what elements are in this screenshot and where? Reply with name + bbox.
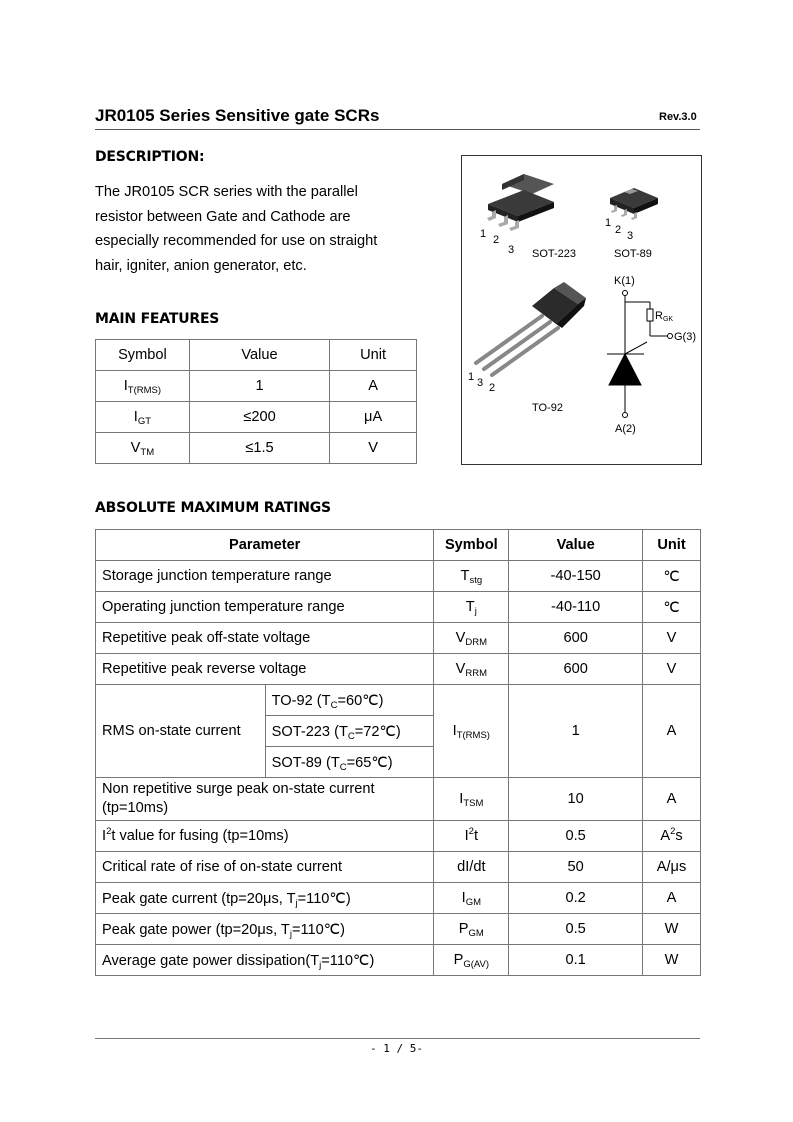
table-row	[96, 371, 417, 402]
value-cell: 1	[189, 371, 329, 402]
table-row	[96, 654, 701, 685]
symbol-cell: $I_{GT}$	[96, 402, 190, 433]
package-diagram	[461, 155, 702, 465]
symbol-cell: $T_{stg}$	[434, 561, 509, 592]
unit-cell: W	[643, 914, 701, 945]
value-cell: 1	[509, 685, 643, 778]
unit-cell: μA	[330, 402, 417, 433]
table-row	[96, 592, 701, 623]
header-divider	[95, 129, 700, 130]
sot89-package-image	[610, 188, 658, 220]
parameter-cell: Peak gate power (tp=20μs, $T_j=110℃$)	[96, 914, 434, 945]
sot223-label: SOT-223	[532, 248, 577, 260]
sot223-pin-label: 2	[493, 234, 500, 246]
description-line: The JR0105 SCR series with the parallel	[95, 184, 358, 200]
cathode-label: K(1)	[614, 275, 635, 287]
to92-label: TO-92	[532, 402, 563, 414]
value-cell: 10	[509, 778, 643, 821]
parameter-cell: $I^2t$ value for fusing (tp=10ms)	[96, 821, 434, 852]
package-condition-cell: TO-92 $(T_C=60℃)$	[265, 685, 434, 716]
table-row	[96, 852, 701, 883]
table-row	[96, 433, 417, 464]
unit-cell: ℃	[643, 592, 701, 623]
value-cell: 0.5	[509, 914, 643, 945]
sot223-pin-label: 3	[508, 244, 515, 256]
symbol-cell: $P_{G(AV)}$	[434, 945, 509, 976]
description-line: hair, igniter, anion generator, etc.	[95, 257, 307, 274]
footer-divider	[95, 1038, 700, 1039]
description-text	[95, 180, 435, 278]
table-header-row	[96, 530, 701, 561]
sot89-pin-label: 3	[627, 230, 634, 242]
column-header: Value	[509, 530, 643, 561]
page-number: - 1 / 5-	[370, 1042, 423, 1055]
value-cell: 0.5	[509, 821, 643, 852]
unit-cell: A	[643, 778, 701, 821]
to92-pin-label: 2	[489, 382, 496, 394]
description-line: resistor between Gate and Cathode are	[95, 208, 351, 225]
to92-pin-label: 3	[477, 377, 484, 389]
value-cell: ≤1.5	[189, 433, 329, 464]
parameter-cell: Peak gate current (tp=20μs, $T_j=110℃$)	[96, 883, 434, 914]
to92-package-image	[476, 282, 586, 375]
parameter-cell: Repetitive peak reverse voltage	[96, 654, 434, 685]
gate-label: G(3)	[674, 331, 696, 343]
parameter-cell: Average gate power $dissipation(T_j=110℃)$	[96, 945, 434, 976]
symbol-cell: $V_{TM}$	[96, 433, 190, 464]
table-header-row	[96, 340, 417, 371]
sot89-pin-label: 2	[615, 224, 622, 236]
symbol-cell: $V_{RRM}$	[434, 654, 509, 685]
unit-cell: W	[643, 945, 701, 976]
value-cell: 600	[509, 623, 643, 654]
main-features-table	[95, 339, 417, 464]
table-row	[96, 402, 417, 433]
symbol-cell: dI/dt	[434, 852, 509, 883]
sot89-label: SOT-89	[614, 248, 652, 260]
anode-label: A(2)	[615, 423, 636, 435]
value-cell: ≤200	[189, 402, 329, 433]
package-condition-cell: SOT-223 $(T_C=72℃)$	[265, 716, 434, 747]
parameter-cell: Critical rate of rise of on-state current	[96, 852, 434, 883]
resistor-label: RGK	[655, 310, 674, 323]
column-header: Unit	[643, 530, 701, 561]
unit-cell: V	[643, 654, 701, 685]
value-cell: 0.2	[509, 883, 643, 914]
symbol-cell: $I_{T(RMS)}$	[434, 685, 509, 778]
document-title: JR0105 Series Sensitive gate SCRs	[95, 106, 380, 125]
column-header: Symbol	[434, 530, 509, 561]
table-row	[96, 821, 701, 852]
symbol-cell: $I_{GM}$	[434, 883, 509, 914]
parameter-cell: Operating junction temperature range	[96, 592, 434, 623]
table-row	[96, 778, 701, 821]
column-header: Symbol	[96, 340, 190, 371]
symbol-cell: $V_{DRM}$	[434, 623, 509, 654]
table-row	[96, 945, 701, 976]
column-header: Unit	[330, 340, 417, 371]
symbol-cell: $I_{TSM}$	[434, 778, 509, 821]
symbol-cell: $I^2t$	[434, 821, 509, 852]
unit-cell: A	[330, 371, 417, 402]
unit-cell: V	[643, 623, 701, 654]
symbol-cell: $I_{T(RMS)}$	[96, 371, 190, 402]
absolute-maximum-ratings-table	[95, 529, 701, 976]
parameter-cell: Repetitive peak off-state voltage	[96, 623, 434, 654]
package-condition-cell: SOT-89 $(T_C=65℃)$	[265, 747, 434, 778]
unit-cell: A/μs	[643, 852, 701, 883]
parameter-cell: RMS on-state current	[96, 685, 266, 778]
value-cell: 600	[509, 654, 643, 685]
sot223-pin-label: 1	[480, 228, 487, 240]
unit-cell: V	[330, 433, 417, 464]
value-cell: -40-110	[509, 592, 643, 623]
sot223-package-image	[487, 174, 554, 231]
column-header: Parameter	[96, 530, 434, 561]
description-line: especially recommended for use on straight	[95, 233, 378, 249]
description-heading: DESCRIPTION:	[95, 149, 205, 165]
unit-cell: $A^2s$	[643, 821, 701, 852]
amr-heading: ABSOLUTE MAXIMUM RATINGS	[95, 500, 331, 516]
table-row	[96, 685, 701, 716]
revision-label: Rev.3.0	[659, 111, 697, 123]
parameter-cell: Non repetitive surge peak on-state current (tp=10ms)	[96, 778, 434, 821]
unit-cell: A	[643, 883, 701, 914]
table-row	[96, 561, 701, 592]
unit-cell: A	[643, 685, 701, 778]
value-cell: 0.1	[509, 945, 643, 976]
parameter-cell: Storage junction temperature range	[96, 561, 434, 592]
value-cell: -40-150	[509, 561, 643, 592]
to92-pin-label: 1	[468, 371, 475, 383]
sot89-pin-label: 1	[605, 217, 612, 229]
column-header: Value	[189, 340, 329, 371]
main-features-heading: MAIN FEATURES	[95, 311, 220, 327]
value-cell: 50	[509, 852, 643, 883]
table-row	[96, 623, 701, 654]
symbol-cell: $P_{GM}$	[434, 914, 509, 945]
symbol-cell: $T_j$	[434, 592, 509, 623]
table-row	[96, 883, 701, 914]
table-row	[96, 914, 701, 945]
unit-cell: ℃	[643, 561, 701, 592]
